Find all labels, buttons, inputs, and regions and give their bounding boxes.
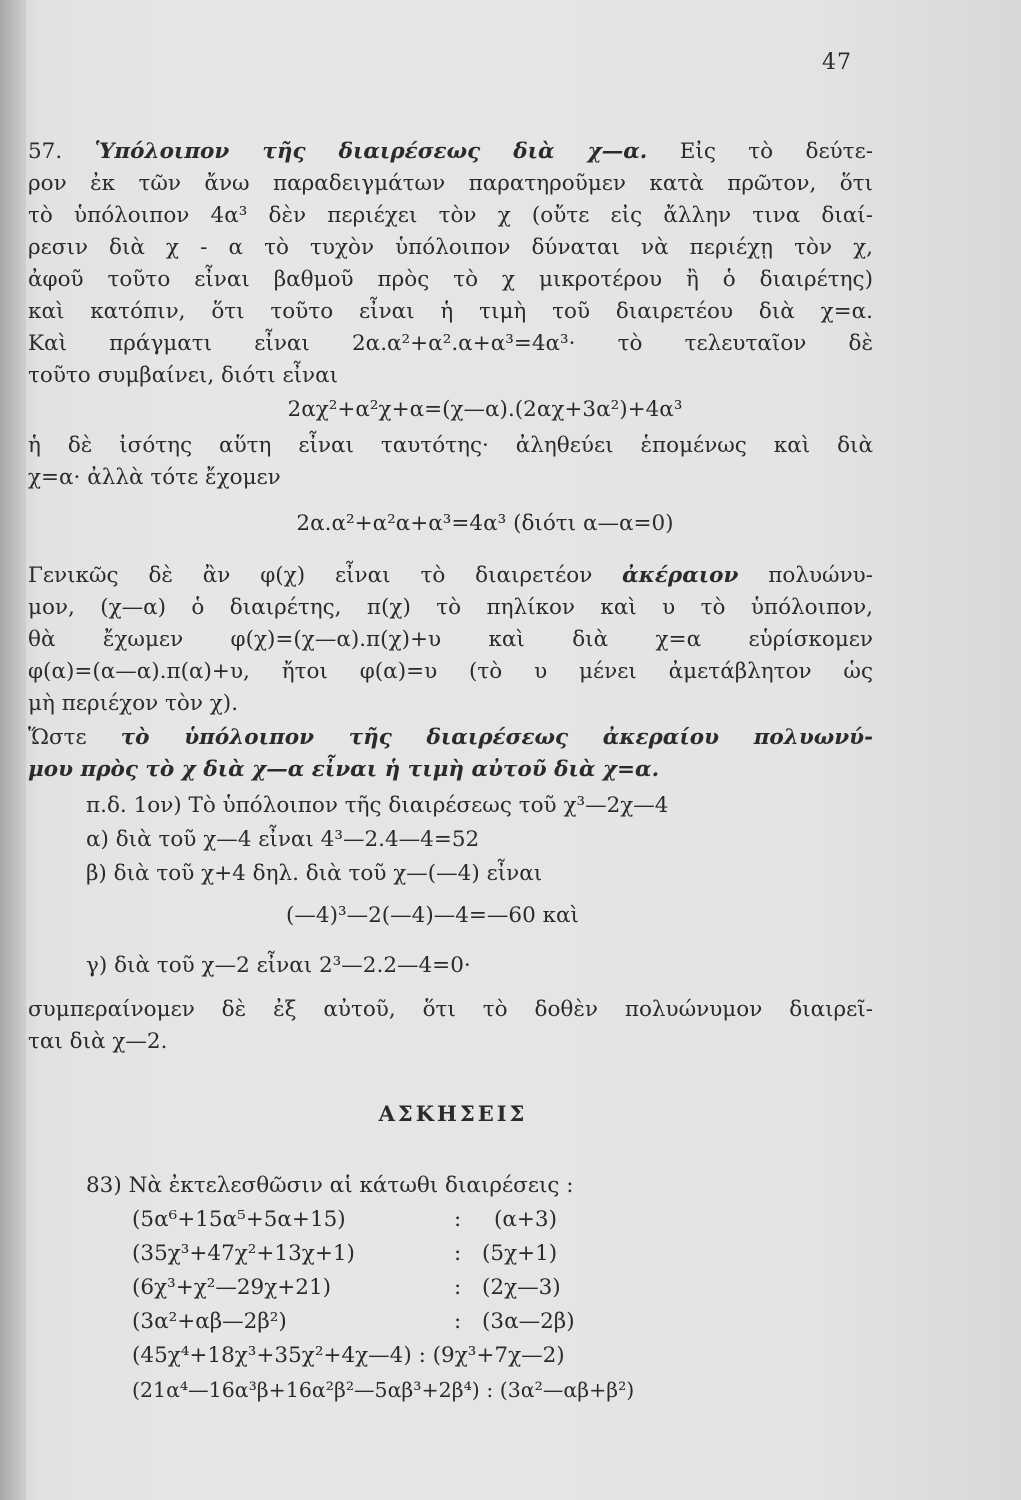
dividend: (5α⁶+15α⁵+5α+15) <box>132 1207 346 1232</box>
divisor: (3α²—αβ+β²) <box>499 1378 635 1402</box>
text-line: καὶ κατόπιν, ὅτι τοῦτο εἶναι ἡ τιμὴ τοῦ διαιρετέου διὰ χ=α. <box>28 299 873 324</box>
division-sign: : <box>454 1207 462 1232</box>
text-line: τὸ ὑπόλοιπον 4α³ δὲν περιέχει τὸν χ (οὔτε εἰς ἄλλην τινα διαί- <box>28 203 873 228</box>
theorem-line: μου πρὸς τὸ χ διὰ χ—α εἶναι ἡ τιμὴ αὐτοῦ διὰ χ=α. <box>28 757 660 782</box>
exercise-row <box>132 1308 575 1336</box>
text-line: θὰ ἔχωμεν φ(χ)=(χ—α).π(χ)+υ καὶ διὰ χ=α εὑρίσκομεν <box>28 627 873 652</box>
exercise-row <box>132 1206 557 1234</box>
division-sign: : <box>454 1275 462 1300</box>
exercises-heading: ΑΣΚΗΣΕΙΣ <box>378 1101 528 1126</box>
divisor: (2χ—3) <box>482 1275 561 1300</box>
emphasis-text: ἀκέραιον <box>622 563 739 588</box>
text-line <box>28 562 873 590</box>
division-sign: : <box>454 1241 462 1266</box>
text-line: Καὶ πράγματι εἶναι 2α.α²+α².α+α³=4α³· τὸ τελευταῖον δὲ <box>28 331 873 356</box>
example-line: β) διὰ τοῦ χ+4 δηλ. διὰ τοῦ χ—(—4) εἶναι <box>86 861 543 886</box>
equation: 2αχ²+α²χ+α=(χ—α).(2αχ+3α²)+4α³ <box>287 397 683 422</box>
example-line: γ) διὰ τοῦ χ—2 εἶναι 2³—2.2—4=0· <box>86 953 471 978</box>
page-binding-edge <box>0 0 26 1500</box>
text-line: ἡ δὲ ἰσότης αὕτη εἶναι ταυτότης· ἀληθεύει ἑπομένως καὶ διὰ <box>28 433 873 458</box>
text-line: ται διὰ χ—2. <box>28 1029 168 1054</box>
equation: 2α.α²+α²α+α³=4α³ (διότι α—α=0) <box>296 511 674 536</box>
divisor: (9χ³+7χ—2) <box>432 1343 565 1368</box>
text-line: μὴ περιέχον τὸν χ). <box>28 691 239 716</box>
section-number: 57. <box>28 139 95 164</box>
exercise-row <box>132 1376 634 1404</box>
text-line: φ(α)=(α—α).π(α)+υ, ἤτοι φ(α)=υ (τὸ υ μένει ἀμετάβλητον ὡς <box>28 659 873 684</box>
text-line: ρεσιν διὰ χ - α τὸ τυχὸν ὑπόλοιπον δύναται νὰ περιέχῃ τὸν χ, <box>28 235 873 260</box>
division-sign: : <box>454 1309 462 1334</box>
text-line: χ=α· ἀλλὰ τότε ἔχομεν <box>28 465 281 490</box>
division-sign: : <box>418 1343 426 1368</box>
text-line: ἀφοῦ τοῦτο εἶναι βαθμοῦ πρὸς τὸ χ μικροτέρου ἢ ὁ διαιρέτης) <box>28 267 873 292</box>
divisor: (5χ+1) <box>482 1241 558 1266</box>
text-line: ρον ἐκ τῶν ἄνω παραδειγμάτων παρατηροῦμεν κατὰ πρῶτον, ὅτι <box>28 171 873 196</box>
dividend: (6χ³+χ²—29χ+21) <box>132 1275 332 1300</box>
exercise-intro: 83) Νὰ ἐκτελεσθῶσιν αἱ κάτωθι διαιρέσεις : <box>86 1173 574 1198</box>
text-line: συμπεραίνομεν δὲ ἐξ αὐτοῦ, ὅτι τὸ δοθὲν πολυώνυμον διαιρεῖ- <box>28 997 873 1022</box>
section-title: Ὑπόλοιπον τῆς διαιρέσεως διὰ χ—α. <box>94 139 648 164</box>
divisor: (α+3) <box>494 1207 557 1232</box>
example-line: π.δ. 1ον) Τὸ ὑπόλοιπον τῆς διαιρέσεως τοῦ χ³—2χ—4 <box>86 793 669 818</box>
text-line: τοῦτο συμβαίνει, διότι εἶναι <box>28 363 339 388</box>
text-fragment: πολυώνυ- <box>738 563 873 588</box>
exercise-row <box>132 1240 558 1268</box>
dividend: (35χ³+47χ²+13χ+1) <box>132 1241 355 1266</box>
exercise-row <box>132 1274 561 1302</box>
text-fragment: Ὥστε <box>28 725 121 750</box>
equation: (—4)³—2(—4)—4=—60 καὶ <box>286 903 579 928</box>
theorem-text: τὸ ὑπόλοιπον τῆς διαιρέσεως ἀκεραίου πολυωνύ- <box>120 725 873 750</box>
page-number: 47 <box>822 50 852 75</box>
text-fragment: Εἰς τὸ δεύτε- <box>647 139 873 164</box>
text-line: μον, (χ—α) ὁ διαιρέτης, π(χ) τὸ πηλίκον καὶ υ τὸ ὑπόλοιπον, <box>28 595 873 620</box>
dividend: (21α⁴—16α³β+16α²β²—5αβ³+2β⁴) <box>132 1378 480 1402</box>
exercise-row <box>132 1342 565 1370</box>
division-sign: : <box>486 1378 494 1402</box>
theorem-line <box>28 724 873 752</box>
text-fragment: Γενικῶς δὲ ἂν φ(χ) εἶναι τὸ διαιρετέον <box>28 563 623 588</box>
dividend: (3α²+αβ—2β²) <box>132 1309 287 1334</box>
divisor: (3α—2β) <box>482 1309 575 1334</box>
section-57-heading-line <box>28 138 873 166</box>
dividend: (45χ⁴+18χ³+35χ²+4χ—4) <box>132 1343 412 1368</box>
example-line: α) διὰ τοῦ χ—4 εἶναι 4³—2.4—4=52 <box>86 827 480 852</box>
